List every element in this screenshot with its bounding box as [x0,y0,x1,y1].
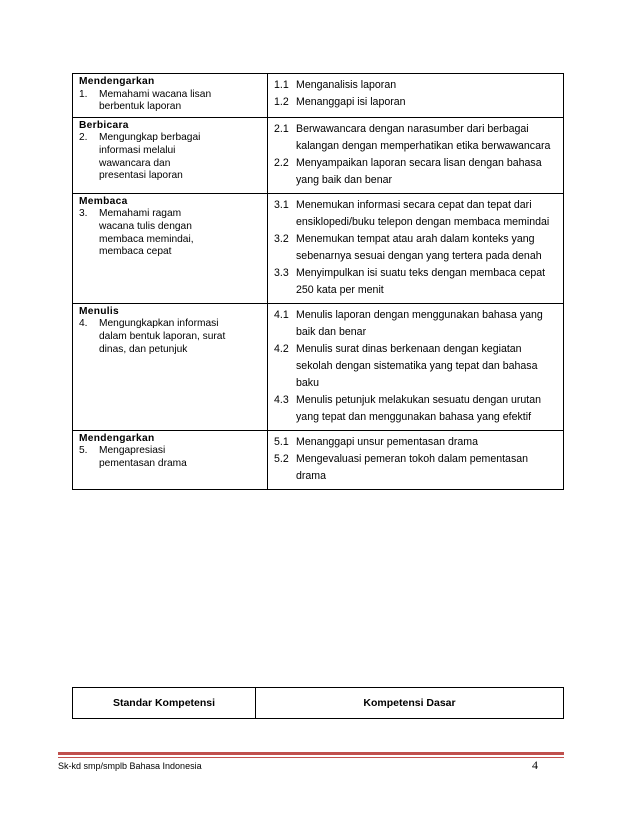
kd-text: Mengevaluasi pemeran tokoh dalam pementasan [296,452,529,465]
sk-text-line [79,145,261,158]
page-number: 4 [532,758,538,772]
sk-text-line [79,158,261,171]
kd-number: 1.1 [274,79,289,91]
kd-text: Menemukan tempat atau arah dalam konteks yang [296,232,535,245]
kd-text: Menyimpulkan isi suatu teks dengan membaca cepat [296,266,546,279]
kd-text: baku [296,376,319,389]
table-row [73,430,564,489]
kd-number: 5.1 [274,435,289,448]
kd-number: 4.2 [274,342,289,355]
sk-number: 5. [79,445,88,457]
skill-heading: Mendengarkan [79,432,155,444]
kd-text: Menulis laporan dengan menggunakan bahasa yang [296,308,543,321]
sk-text: dalam bentuk laporan, surat [99,330,226,342]
kd-text: Menemukan informasi secara cepat dan tepat dari [296,198,532,211]
kd-number: 1.2 [274,96,289,108]
kd-line [274,77,555,94]
sk-text-line [79,331,261,344]
kd-number [274,172,296,189]
kd-number [274,214,296,231]
kd-text: sekolah dengan sistematika yang tepat dan bahasa [296,359,538,372]
sk-text-line [79,246,261,259]
kd-number: 4.1 [274,308,289,321]
kd-line [274,324,555,341]
sk-number: 3. [79,208,88,220]
kd-text: Menanggapi isi laporan [296,96,406,108]
sk-number [79,158,99,171]
sk-text: informasi melalui [99,144,176,156]
kd-line [274,341,555,358]
kd-text: Berwawancara dengan narasumber dari berbagai [296,122,529,135]
kd-text: 250 kata per menit [296,283,384,296]
competency-table [72,73,564,490]
kompetensi-dasar-cell [268,303,564,430]
kd-line [274,248,555,265]
kd-line [274,307,555,324]
kd-number: 4.3 [274,393,289,406]
column-header-table [72,687,564,719]
kd-line [274,155,555,172]
sk-text: Mengungkap berbagai [99,132,201,144]
kd-line [274,138,555,155]
sk-text: Memahami ragam [99,208,182,220]
kd-number [274,248,296,265]
skill-heading: Mendengarkan [79,76,155,87]
kd-line [274,409,555,426]
sk-number: 2. [79,132,88,144]
standar-kompetensi-cell [73,74,268,118]
sk-text-line [79,234,261,247]
sk-number: 4. [79,318,88,330]
sk-text-line [79,221,261,234]
skill-heading: Membaca [79,195,128,207]
sk-text-line [79,101,261,114]
column-header-row [73,688,564,719]
standar-kompetensi-cell [73,193,268,303]
sk-number [79,170,99,183]
kd-text: kalangan dengan memperhatikan etika berwawancara [296,139,551,152]
sk-text-line [79,318,261,331]
kd-text: Menyampaikan laporan secara lisan dengan bahasa [296,156,542,169]
kd-number: 3.3 [274,266,289,279]
sk-text: Mengungkapkan informasi [99,318,219,330]
standar-kompetensi-cell [73,117,268,193]
kd-number: 2.2 [274,156,289,169]
sk-text: membaca memindai, [99,233,194,245]
kd-text: baik dan benar [296,325,367,338]
kd-number [274,358,296,375]
kd-line [274,434,555,451]
kd-number [274,324,296,341]
kd-number [274,409,296,426]
kd-line [274,468,555,485]
sk-number [79,458,99,471]
footer-rule-thick [58,752,564,755]
kd-number: 3.1 [274,198,289,211]
kd-line [274,172,555,189]
kd-text: ensiklopedi/buku telepon dengan membaca memindai [296,215,550,228]
kd-text: drama [296,469,327,482]
skill-heading: Menulis [79,305,120,317]
kd-number [274,468,296,485]
kompetensi-dasar-cell [268,193,564,303]
sk-text-line [79,170,261,183]
sk-number [79,344,99,357]
sk-text-line [79,344,261,357]
standar-kompetensi-cell [73,303,268,430]
kd-line [274,121,555,138]
kd-text: yang baik dan benar [296,173,393,186]
standar-kompetensi-cell [73,430,268,489]
kd-number: 5.2 [274,452,289,465]
skill-heading: Berbicara [79,119,129,131]
sk-number [79,331,99,344]
kd-line [274,231,555,248]
standar-kompetensi-header: Standar Kompetensi [73,688,256,719]
sk-text: Memahami wacana lisan [99,88,212,100]
sk-text: membaca cepat [99,246,172,258]
kd-number [274,282,296,299]
sk-text-line [79,445,261,458]
kd-line [274,94,555,111]
sk-text-line [79,89,261,102]
kompetensi-dasar-header: Kompetensi Dasar [256,688,564,719]
sk-number [79,101,99,114]
sk-text: wacana tulis dengan [99,220,192,232]
kompetensi-dasar-cell [268,117,564,193]
kd-line [274,265,555,282]
sk-text-line [79,132,261,145]
kd-number: 2.1 [274,122,289,135]
table-row [73,74,564,118]
sk-number [79,234,99,247]
kd-line [274,358,555,375]
kd-line [274,214,555,231]
competency-table-body [73,74,564,490]
kd-text: Menulis surat dinas berkenaan dengan kegiatan [296,342,522,355]
sk-text: dinas, dan petunjuk [99,343,188,355]
sk-text-line [79,458,261,471]
sk-number [79,221,99,234]
kd-number: 3.2 [274,232,289,245]
sk-number [79,246,99,259]
kd-number [274,375,296,392]
kd-text: yang tepat dan menggunakan bahasa yang efektif [296,410,532,423]
table-row [73,303,564,430]
kd-number [274,138,296,155]
kd-line [274,451,555,468]
sk-text: Mengapresiasi [99,445,166,457]
sk-number [79,145,99,158]
kd-text: Menganalisis laporan [296,79,397,91]
table-row [73,193,564,303]
kd-text: sebenarnya sesuai dengan yang tertera pada denah [296,249,542,262]
footer-document-title: Sk-kd smp/smplb Bahasa Indonesia [58,761,202,771]
kd-line [274,392,555,409]
footer-rule-thin [58,757,564,758]
sk-text: berbentuk laporan [99,101,182,113]
kompetensi-dasar-cell [268,74,564,118]
kd-text: Menanggapi unsur pementasan drama [296,435,478,448]
kd-line [274,197,555,214]
kd-text: Menulis petunjuk melakukan sesuatu dengan urutan [296,393,541,406]
sk-text-line [79,208,261,221]
kompetensi-dasar-cell [268,430,564,489]
sk-text: presentasi laporan [99,170,183,182]
table-row [73,117,564,193]
sk-text: wawancara dan [99,157,171,169]
kd-line [274,282,555,299]
kd-line [274,375,555,392]
sk-text: pementasan drama [99,457,187,469]
sk-number: 1. [79,88,88,100]
